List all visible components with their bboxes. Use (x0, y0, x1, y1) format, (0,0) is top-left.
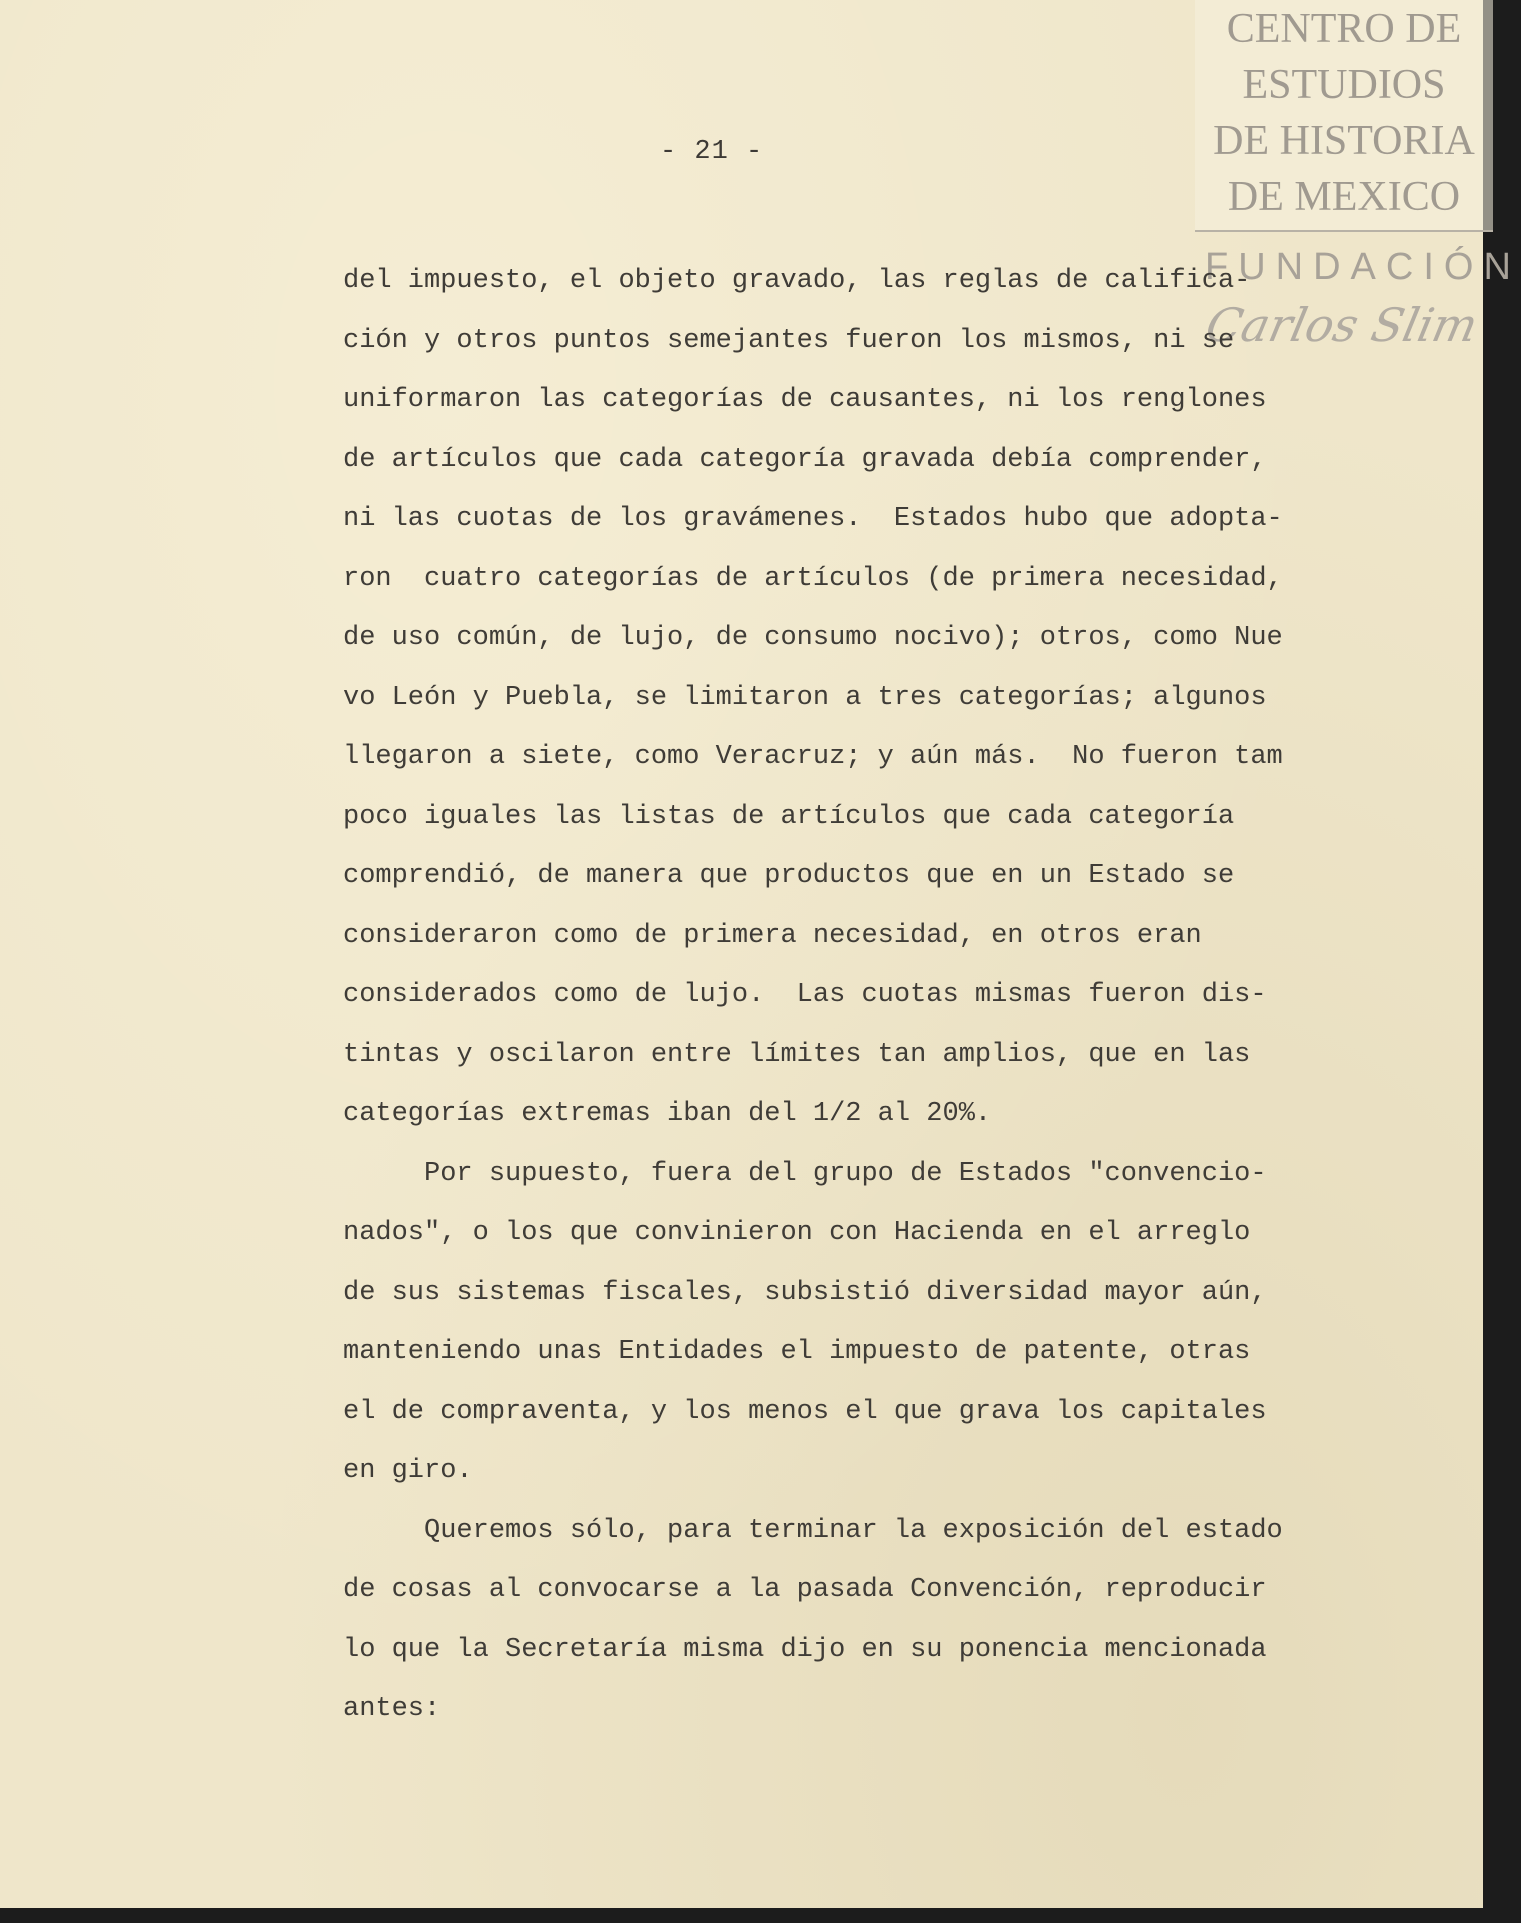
paragraph-2 (343, 1145, 1383, 1502)
body-text (343, 252, 1383, 1740)
text-line: comprendió, de manera que productos que en un Estado se (343, 861, 1235, 891)
text-line: manteniendo unas Entidades el impuesto de patente, otras (343, 1337, 1251, 1367)
text-line: consideraron como de primera necesidad, en otros eran (343, 920, 1202, 951)
text-line: llegaron a siete, como Veracruz; y aún más. No fueron tam (343, 742, 1283, 772)
watermark-line-2: ESTUDIOS (1242, 62, 1446, 108)
watermark-line-1: CENTRO DE (1226, 6, 1462, 52)
text-line: considerados como de lujo. Las cuotas mismas fueron dis- (343, 980, 1267, 1010)
watermark-fundacion: FUNDACIÓN (1205, 246, 1521, 288)
text-line: Por supuesto, fuera del grupo de Estados "convencio- (343, 1158, 1267, 1189)
text-line: Queremos sólo, para terminar la exposición del estado (343, 1515, 1283, 1546)
text-line: lo que la Secretaría misma dijo en su ponencia mencionada (343, 1634, 1267, 1665)
text-line: categorías extremas iban del 1/2 al 20%. (343, 1099, 992, 1129)
paragraph-3 (343, 1502, 1383, 1740)
text-line: en giro. (343, 1456, 473, 1486)
text-line: el de compraventa, y los menos el que grava los capitales (343, 1396, 1267, 1427)
page-number: - 21 - (660, 137, 764, 167)
text-line: de artículos que cada categoría gravada debía comprender, (343, 444, 1267, 475)
text-line: de uso común, de lujo, de consumo nocivo); otros, como Nue (343, 623, 1283, 653)
text-line: poco iguales las listas de artículos que cada categoría (343, 801, 1235, 832)
text-line: del impuesto, el objeto gravado, las reglas de califica- (343, 266, 1251, 296)
text-line: vo León y Puebla, se limitaron a tres categorías; algunos (343, 682, 1267, 713)
text-line: uniformaron las categorías de causantes, ni los renglones (343, 385, 1267, 415)
text-line: antes: (343, 1694, 441, 1724)
text-line: ron cuatro categorías de artículos (de primera necesidad, (343, 563, 1283, 594)
text-line: ni las cuotas de los gravámenes. Estados hubo que adopta- (343, 504, 1283, 534)
paragraph-1 (343, 252, 1383, 1145)
watermark-divider (1195, 230, 1493, 232)
text-line: nados", o los que convinieron con Hacienda en el arreglo (343, 1218, 1251, 1248)
watermark-line-4: DE MEXICO (1227, 174, 1461, 220)
watermark-signature: Carlos Slim (1201, 298, 1483, 352)
text-line: de cosas al convocarse a la pasada Convención, reproducir (343, 1575, 1267, 1605)
text-line: ción y otros puntos semejantes fueron los mismos, ni se (343, 325, 1235, 356)
text-line: de sus sistemas fiscales, subsistió diversidad mayor aún, (343, 1277, 1267, 1308)
watermark-line-3: DE HISTORIA (1213, 118, 1475, 164)
text-line: tintas y oscilaron entre límites tan amplios, que en las (343, 1039, 1251, 1070)
